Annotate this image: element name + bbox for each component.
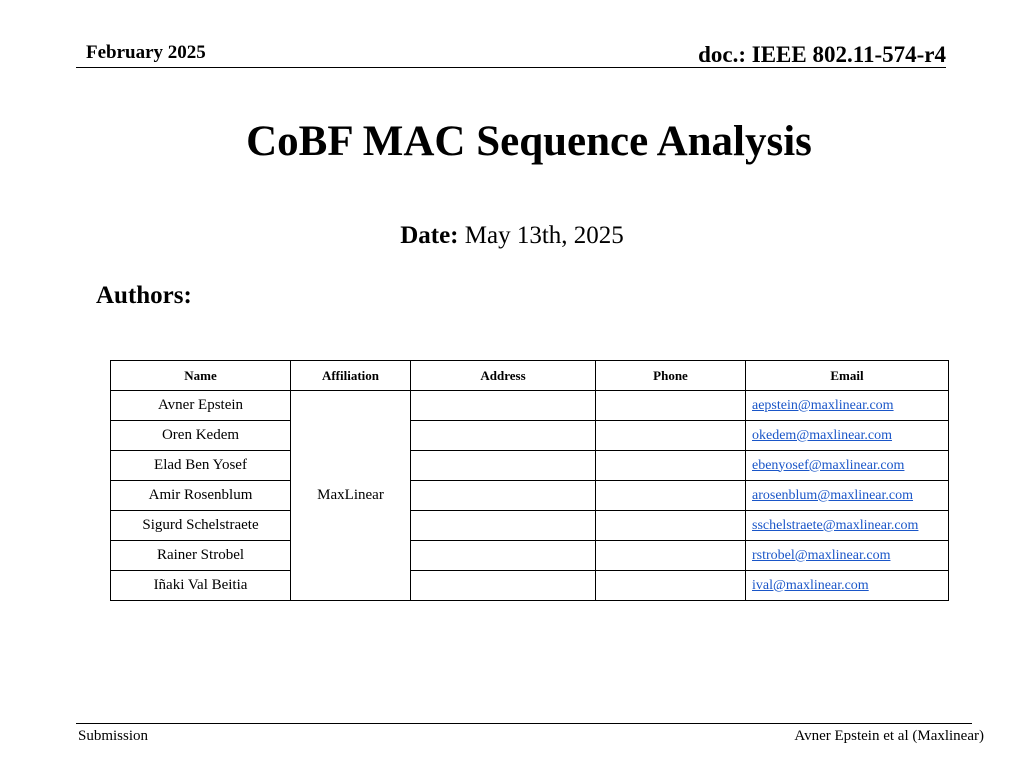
author-address <box>411 421 596 451</box>
table-row <box>111 451 949 481</box>
column-header-address: Address <box>411 361 596 391</box>
author-email-cell <box>746 451 949 481</box>
author-email-cell <box>746 421 949 451</box>
author-address <box>411 481 596 511</box>
author-phone <box>596 541 746 571</box>
table-header-row <box>111 361 949 391</box>
author-address <box>411 511 596 541</box>
author-email-cell <box>746 511 949 541</box>
date-value: May 13th, 2025 <box>464 222 624 249</box>
author-name: Iñaki Val Beitia <box>111 571 291 601</box>
slide-title: CoBF MAC Sequence Analysis <box>246 118 812 165</box>
author-email-link[interactable]: ebenyosef@maxlinear.com <box>752 457 905 473</box>
table-row <box>111 421 949 451</box>
author-email-cell <box>746 541 949 571</box>
author-email-cell <box>746 391 949 421</box>
author-email-link[interactable]: rstrobel@maxlinear.com <box>752 547 891 563</box>
table-row <box>111 511 949 541</box>
header-rule <box>76 67 946 68</box>
author-name: Amir Rosenblum <box>111 481 291 511</box>
author-address <box>411 451 596 481</box>
author-phone <box>596 391 746 421</box>
author-phone <box>596 571 746 601</box>
author-phone <box>596 481 746 511</box>
table-row <box>111 391 949 421</box>
header-doc-id: doc.: IEEE 802.11-574-r4 <box>698 42 946 67</box>
author-address <box>411 391 596 421</box>
author-phone <box>596 451 746 481</box>
table-row <box>111 541 949 571</box>
authors-heading: Authors: <box>96 282 192 309</box>
column-header-email: Email <box>746 361 949 391</box>
author-email-link[interactable]: ival@maxlinear.com <box>752 577 869 593</box>
author-address <box>411 571 596 601</box>
author-email-link[interactable]: okedem@maxlinear.com <box>752 427 893 443</box>
footer-rule <box>76 723 972 724</box>
author-email-cell <box>746 481 949 511</box>
author-affiliation: MaxLinear <box>291 391 411 601</box>
date-label: Date: <box>400 222 459 249</box>
author-name: Avner Epstein <box>111 391 291 421</box>
author-name: Rainer Strobel <box>111 541 291 571</box>
column-header-affiliation: Affiliation <box>291 361 411 391</box>
author-phone <box>596 421 746 451</box>
author-name: Sigurd Schelstraete <box>111 511 291 541</box>
footer-submission: Submission <box>78 728 149 744</box>
author-email-link[interactable]: aepstein@maxlinear.com <box>752 397 894 413</box>
author-email-cell <box>746 571 949 601</box>
author-name: Oren Kedem <box>111 421 291 451</box>
table-row <box>111 571 949 601</box>
author-email-link[interactable]: sschelstraete@maxlinear.com <box>752 517 919 533</box>
table-row <box>111 481 949 511</box>
author-phone <box>596 511 746 541</box>
author-address <box>411 541 596 571</box>
footer-authors: Avner Epstein et al (Maxlinear) <box>794 728 984 744</box>
column-header-phone: Phone <box>596 361 746 391</box>
date-line <box>0 222 1024 250</box>
authors-table <box>110 360 949 601</box>
header-date: February 2025 <box>86 42 206 63</box>
column-header-name: Name <box>111 361 291 391</box>
author-name: Elad Ben Yosef <box>111 451 291 481</box>
author-email-link[interactable]: arosenblum@maxlinear.com <box>752 487 914 503</box>
